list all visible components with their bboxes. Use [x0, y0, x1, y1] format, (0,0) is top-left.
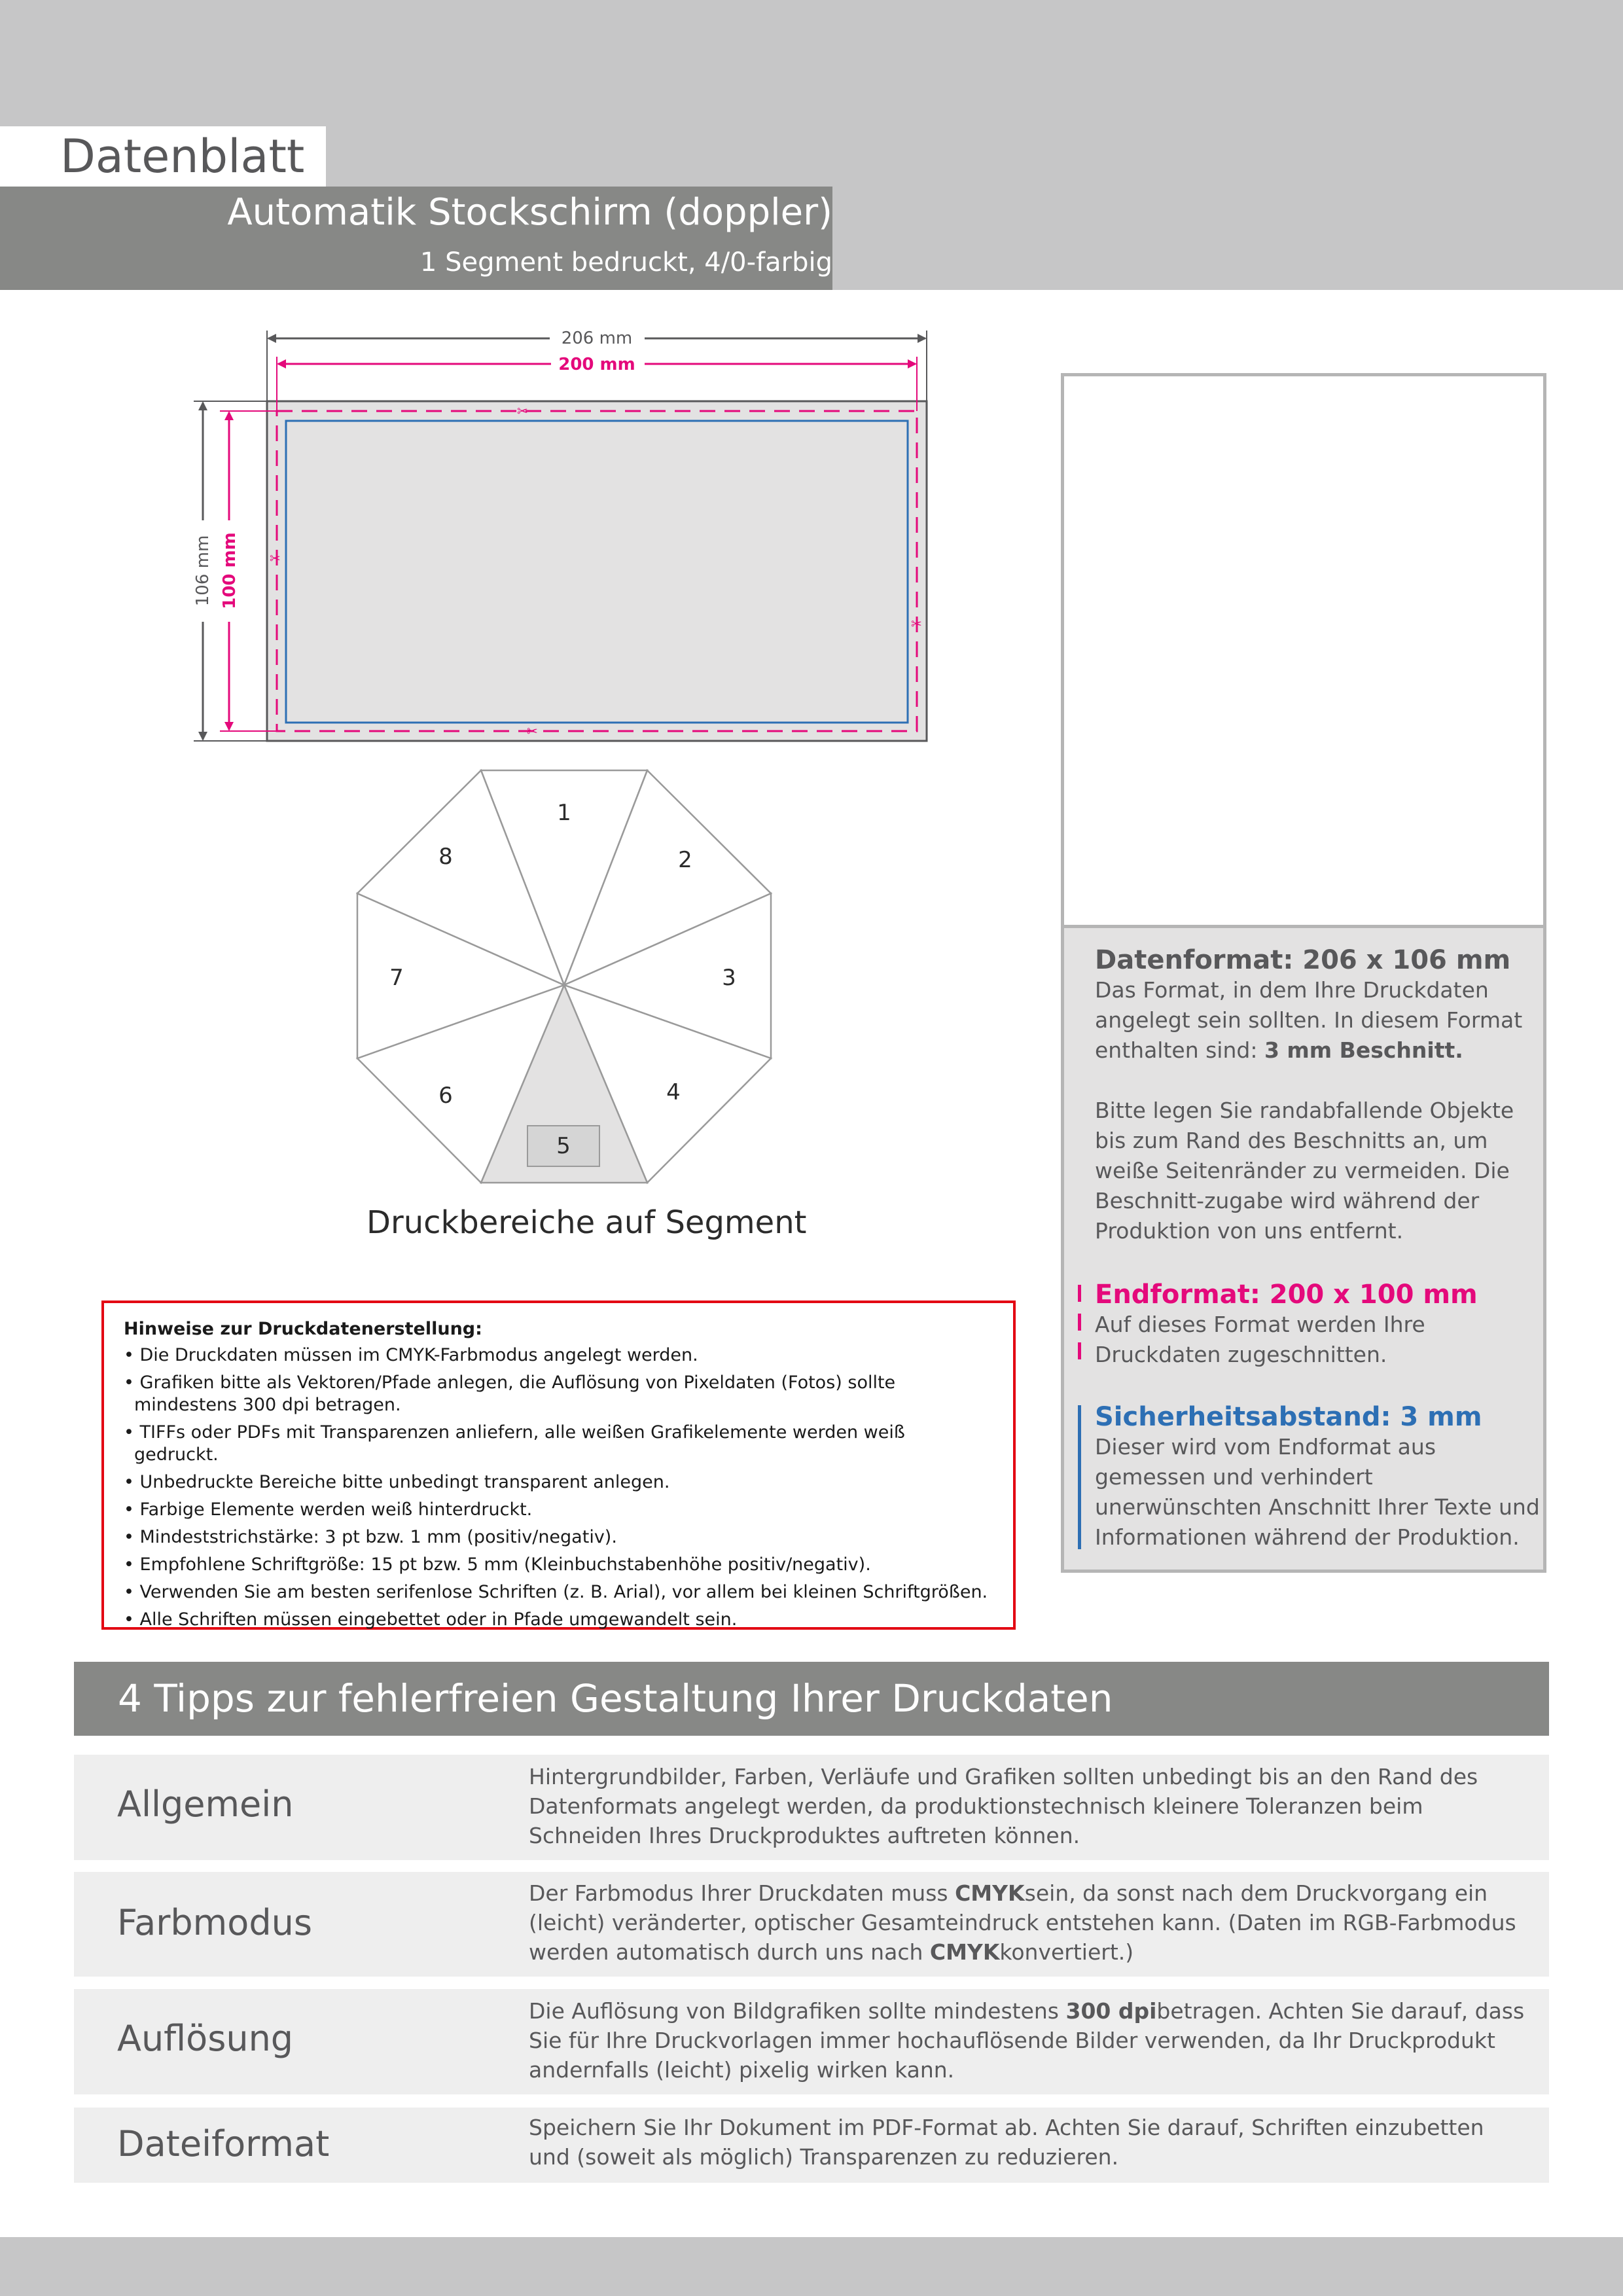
tip-text: Die Auflösung von Bildgrafiken sollte mindestens 300 dpibetragen. Achten Sie darauf, dass Sie für Ihre Druckvorlagen immer hochauflösende Bilder verwenden, da Ihr Druckprodukt andernfalls (leicht) pixelig wirken kann. — [529, 1998, 1525, 2083]
tip-row-aufloesung — [74, 1989, 1549, 2094]
bleed-text: Bitte legen Sie randabfallende Objekte bis zum Rand des Beschnitts an, um weiße Seitenränder zu vermeiden. Die Beschnitt-zugabe wird während der Produktion von uns entfernt. — [1095, 1098, 1514, 1244]
hints-title: Hinweise zur Druckdatenerstellung: — [124, 1319, 482, 1339]
hint-item: • Verwenden Sie am besten serifenlose Schriften (z. B. Arial), vor allem bei kleinen Schriftgrößen. — [124, 1581, 993, 1604]
umbrella-segments — [357, 770, 771, 1183]
footer-band — [0, 2237, 1623, 2296]
endformat-title: Endformat: 200 x 100 mm — [1095, 1280, 1478, 1310]
hint-item: • TIFFs oder PDFs mit Transparenzen anliefern, alle weißen Grafikelemente werden weiß gedruckt. — [124, 1422, 993, 1466]
hint-item: • Unbedruckte Bereiche bitte unbedingt transparent anlegen. — [124, 1471, 993, 1494]
tip-row-farbmodus — [74, 1872, 1549, 1977]
datenformat-title: Datenformat: 206 x 106 mm — [1095, 945, 1511, 975]
format-diagram — [193, 329, 927, 741]
tips-title: 4 Tipps zur fehlerfreien Gestaltung Ihrer Druckdaten — [118, 1676, 1113, 1721]
hint-item: • Mindeststrichstärke: 3 pt bzw. 1 mm (positiv/negativ). — [124, 1526, 993, 1549]
hint-item: • Empfohlene Schriftgröße: 15 pt bzw. 5 mm (Kleinbuchstabenhöhe positiv/negativ). — [124, 1554, 993, 1576]
sicherheit-accent — [1078, 1405, 1081, 1549]
product-name: Automatik Stockschirm (doppler) — [227, 191, 832, 234]
hints-list — [124, 1344, 993, 1631]
segment-label-7: 7 — [389, 965, 404, 991]
endformat-accent — [1078, 1285, 1081, 1370]
tip-row-allgemein — [74, 1755, 1549, 1860]
tip-text: Speichern Sie Ihr Dokument im PDF-Format ab. Achten Sie darauf, Schriften einzubetten und (soweit als möglich) Transparenzen zu reduzieren. — [529, 2115, 1484, 2170]
endformat-text: Auf dieses Format werden Ihre Druckdaten zugeschnitten. — [1095, 1312, 1425, 1367]
datenformat-bold: 3 mm Beschnitt. — [1264, 1037, 1463, 1063]
height-final-label: 100 mm — [220, 532, 240, 609]
tip-text: Hintergrundbilder, Farben, Verläufe und Grafiken sollten unbedingt bis an den Rand des Datenformats angelegt werden, da produktionstechnisch kleinere Toleranzen beim Schneiden Ihres Druckproduktes auftreten können. — [529, 1764, 1478, 1848]
hint-item: • Die Druckdaten müssen im CMYK-Farbmodus angelegt werden. — [124, 1344, 993, 1367]
sicherheit-block — [1095, 1402, 1546, 1552]
scissors-icon: ✂ — [527, 723, 538, 739]
segment-label-2: 2 — [678, 847, 692, 873]
hint-item: • Grafiken bitte als Vektoren/Pfade anlegen, die Auflösung von Pixeldaten (Fotos) sollte mindestens 300 dpi betragen. — [124, 1372, 993, 1416]
print-spec: 1 Segment bedruckt, 4/0-farbig — [419, 247, 832, 278]
hint-item: • Farbige Elemente werden weiß hinterdruckt. — [124, 1499, 993, 1521]
segment-label-5: 5 — [556, 1133, 571, 1159]
segment-label-3: 3 — [722, 965, 736, 991]
page-title: Datenblatt — [60, 130, 305, 183]
sicherheit-title: Sicherheitsabstand: 3 mm — [1095, 1402, 1482, 1432]
hints-box — [101, 1300, 1016, 1630]
sicherheit-text: Dieser wird vom Endformat aus gemessen und verhindert unerwünschten Anschnitt Ihrer Texte und Informationen während der Produktion. — [1095, 1434, 1540, 1550]
hint-item: • Alle Schriften müssen eingebettet oder in Pfade umgewandelt sein. — [124, 1609, 993, 1631]
segment-label-6: 6 — [438, 1083, 453, 1109]
segment-label-8: 8 — [438, 844, 453, 870]
bleed-area — [267, 401, 927, 741]
segment-caption: Druckbereiche auf Segment — [366, 1204, 807, 1241]
height-total-label: 106 mm — [193, 535, 213, 607]
tip-row-dateiformat — [74, 2108, 1549, 2183]
segment-label-4: 4 — [666, 1079, 681, 1105]
datenformat-block — [1095, 945, 1546, 1246]
tip-label: Dateiformat — [117, 2123, 330, 2164]
tip-text: Der Farbmodus Ihrer Druckdaten muss CMYKsein, da sonst nach dem Druckvorgang ein (leicht) veränderter, optischer Gesamteindruck entstehen kann. (Daten im RGB-Farbmodus werden automatisch durch uns nach CMYKkonvertiert.) — [529, 1880, 1516, 1965]
scissors-icon: ✂ — [270, 550, 281, 566]
datenformat-text: Das Format, in dem Ihre Druckdaten angelegt sein sollten. In diesem Format enthalten sind: 3 mm Beschnitt. — [1095, 977, 1523, 1063]
tip-label: Farbmodus — [117, 1902, 312, 1943]
width-total-label: 206 mm — [561, 329, 633, 348]
segment-label-1: 1 — [557, 800, 571, 826]
tip-label: Auflösung — [117, 2018, 294, 2059]
triangle-diagram-frame — [1061, 373, 1546, 928]
scissors-icon: ✂ — [517, 403, 528, 419]
width-final-label: 200 mm — [558, 355, 635, 374]
tip-label: Allgemein — [117, 1784, 294, 1825]
scissors-icon: ✂ — [911, 616, 922, 632]
endformat-block — [1095, 1280, 1546, 1370]
